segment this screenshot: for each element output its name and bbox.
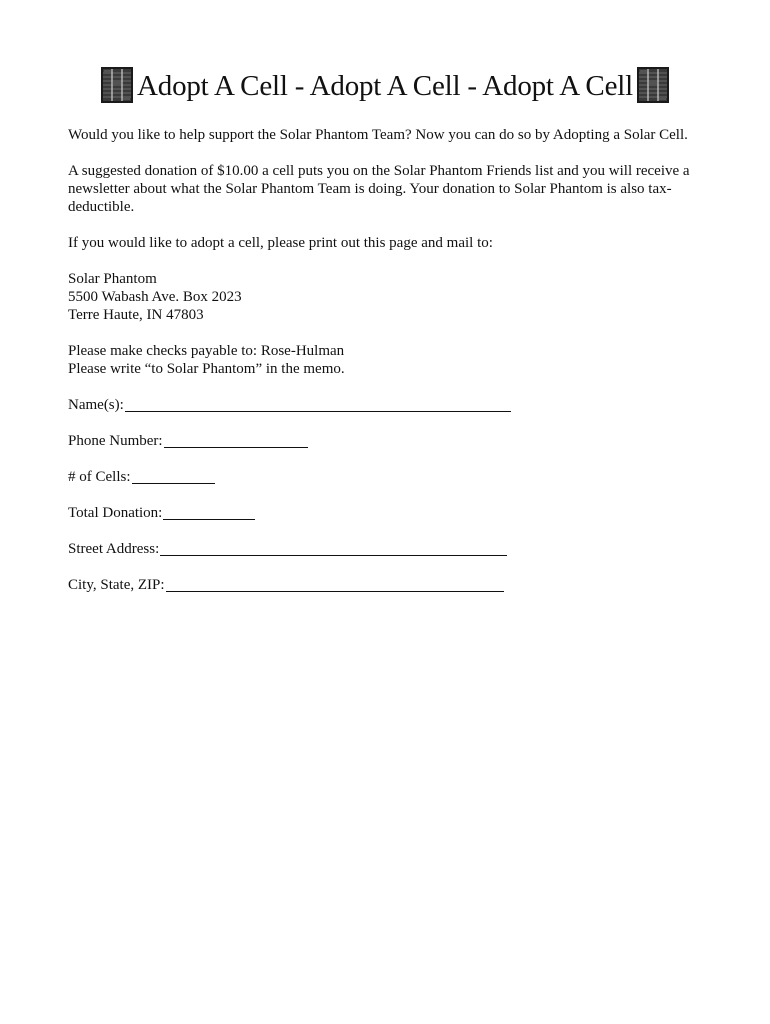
city-state-zip-blank[interactable]	[166, 577, 504, 592]
street-address-field	[68, 540, 708, 558]
name-field	[68, 396, 708, 414]
total-donation-label: Total Donation:	[68, 505, 163, 521]
cells-field	[68, 468, 708, 486]
mailing-address	[68, 270, 708, 324]
cells-blank[interactable]	[132, 469, 215, 484]
street-address-blank[interactable]	[160, 541, 507, 556]
city-state-zip-label: City, State, ZIP:	[68, 577, 165, 593]
address-line-3: Terre Haute, IN 47803	[68, 307, 204, 323]
name-blank[interactable]	[125, 397, 511, 412]
check-memo-line: Please write “to Solar Phantom” in the memo.	[68, 361, 345, 377]
check-payable-line: Please make checks payable to: Rose-Hulman	[68, 343, 345, 359]
page-title: Adopt A Cell - Adopt A Cell - Adopt A Cell	[137, 70, 633, 102]
phone-label: Phone Number:	[68, 433, 163, 449]
phone-field	[68, 432, 708, 450]
solar-cell-icon	[637, 67, 669, 103]
solar-cell-icon	[101, 67, 133, 103]
address-line-1: Solar Phantom	[68, 271, 157, 287]
donation-paragraph: A suggested donation of $10.00 a cell puts you on the Solar Phantom Friends list and you will receive a newsletter about what the Solar Phantom Team is doing. Your donation to Solar Phantom is also tax-deductible.	[68, 163, 690, 215]
street-address-label: Street Address:	[68, 541, 160, 557]
cells-label: # of Cells:	[68, 469, 131, 485]
city-state-zip-field	[68, 576, 708, 594]
total-donation-field	[68, 504, 708, 522]
total-donation-blank[interactable]	[163, 505, 255, 520]
title-row	[0, 68, 770, 104]
address-line-2: 5500 Wabash Ave. Box 2023	[68, 289, 242, 305]
intro-paragraph: Would you like to help support the Solar Phantom Team? Now you can do so by Adopting a Solar Cell.	[68, 127, 688, 143]
check-instructions	[68, 342, 708, 378]
document-body	[68, 126, 708, 612]
phone-blank[interactable]	[164, 433, 308, 448]
name-label: Name(s):	[68, 397, 124, 413]
mail-instruction: If you would like to adopt a cell, please print out this page and mail to:	[68, 235, 493, 251]
